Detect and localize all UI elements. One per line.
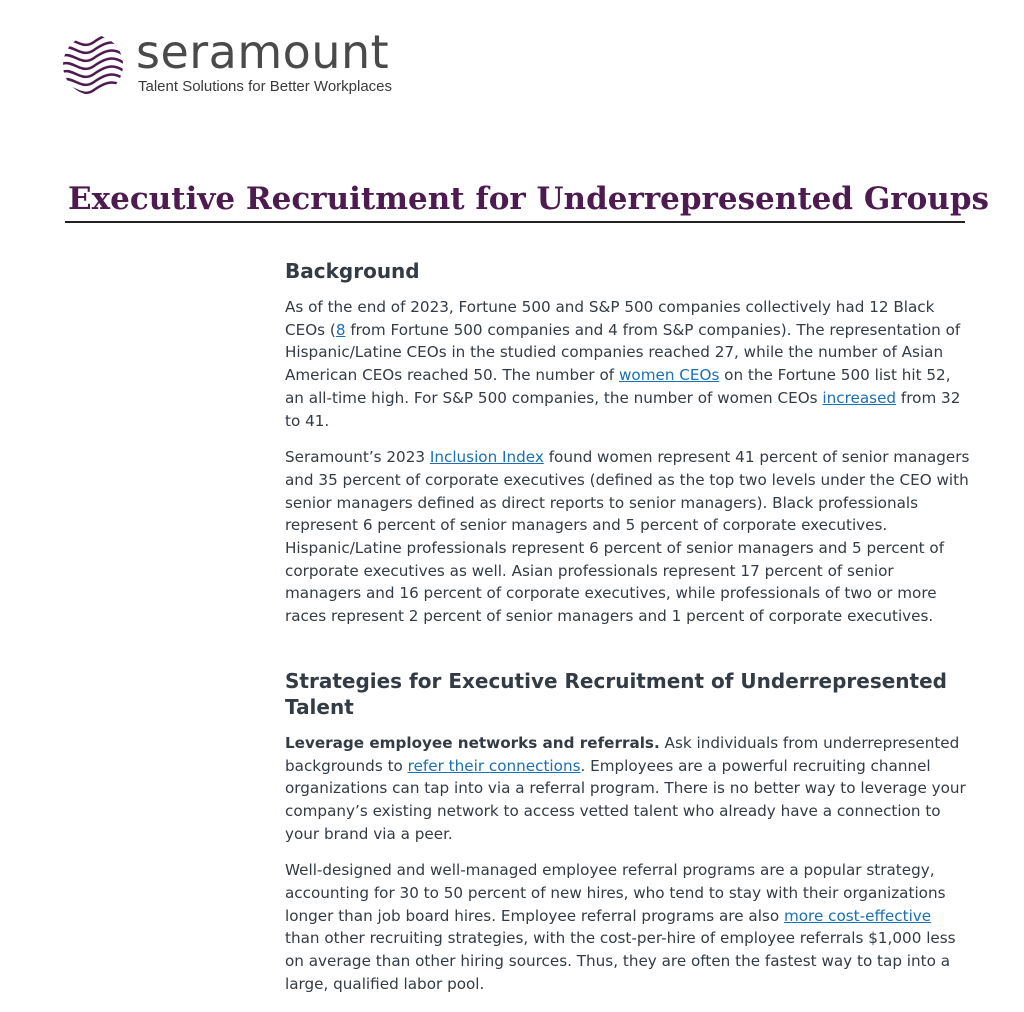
text-segment: found women represent 41 percent of senior managers and 35 percent of corporate executives (defined as the top two levels under the CEO with senior managers defined as direct reports to senior managers). Black professionals represent 6 percent of senior managers and 5 percent of corporate executives. Hispanic/Latine professionals represent 6 percent of senior managers and 5 percent of corporate executives as well. Asian professionals represent 17 percent of senior managers and 16 percent of corporate executives, while professionals of two or more races represent 2 percent of senior managers and 1 percent of corporate executives. xyxy=(285,448,970,626)
seramount-wave-logo-icon xyxy=(62,34,124,96)
logo-wordmark: seramount xyxy=(136,25,390,79)
strategies-paragraph-2 xyxy=(285,859,970,995)
strategies-paragraph-1 xyxy=(285,732,970,846)
link-black-ceos-8[interactable]: 8 xyxy=(335,320,346,339)
text-segment: on the Fortune 500 list hit 52, an all-time high. For S&P 500 companies, the number of women CEOs xyxy=(285,366,951,407)
link-refer-their-connections[interactable]: refer their connections xyxy=(407,756,581,775)
text-segment: . Employees are a powerful recruiting channel organizations can tap into via a referral program. There is no better way to leverage your company’s existing network to access vetted talent who already have a connection to your brand via a peer. xyxy=(285,756,966,843)
background-paragraph-2 xyxy=(285,446,970,628)
text-segment: from Fortune 500 companies and 4 from S&P companies). The representation of Hispanic/Latine CEOs in the studied companies reached 27, while the number of Asian American CEOs reached 50. The number of xyxy=(285,320,961,385)
text-segment: than other recruiting strategies, with the cost-per-hire of employee referrals $1,000 less on average than other hiring sources. Thus, they are often the fastest way to tap into a large, qualified labor pool. xyxy=(285,929,956,993)
link-inclusion-index[interactable]: Inclusion Index xyxy=(429,448,544,467)
seramount-logo xyxy=(62,25,422,100)
strategies-heading: Strategies for Executive Recruitment of Underrepresented Talent xyxy=(285,668,947,719)
link-increased[interactable]: increased xyxy=(822,388,897,407)
background-paragraph-1 xyxy=(285,296,970,432)
text-segment: Well-designed and well-managed employee referral programs are a popular strategy, accounting for 30 to 50 percent of new hires, who tend to stay with their organizations longer than job board hires. Employee referral programs are also xyxy=(285,861,946,925)
text-segment: Seramount’s 2023 xyxy=(285,448,430,467)
page-title: Executive Recruitment for Underrepresented Groups xyxy=(68,181,989,217)
background-heading: Background xyxy=(285,259,420,283)
title-divider xyxy=(65,221,965,223)
text-segment: from 32 to 41. xyxy=(285,388,961,430)
logo-tagline: Talent Solutions for Better Workplaces xyxy=(138,78,393,95)
text-segment: As of the end of 2023, Fortune 500 and S&P 500 companies collectively had 12 Black CEOs ( xyxy=(285,298,935,339)
link-more-cost-effective[interactable]: more cost-effective xyxy=(783,906,932,925)
link-women-ceos[interactable]: women CEOs xyxy=(618,366,720,385)
bold-lead: Leverage employee networks and referrals. xyxy=(285,733,660,752)
text-segment: Ask individuals from underrepresented backgrounds to xyxy=(285,733,960,775)
article-body xyxy=(285,258,970,1010)
